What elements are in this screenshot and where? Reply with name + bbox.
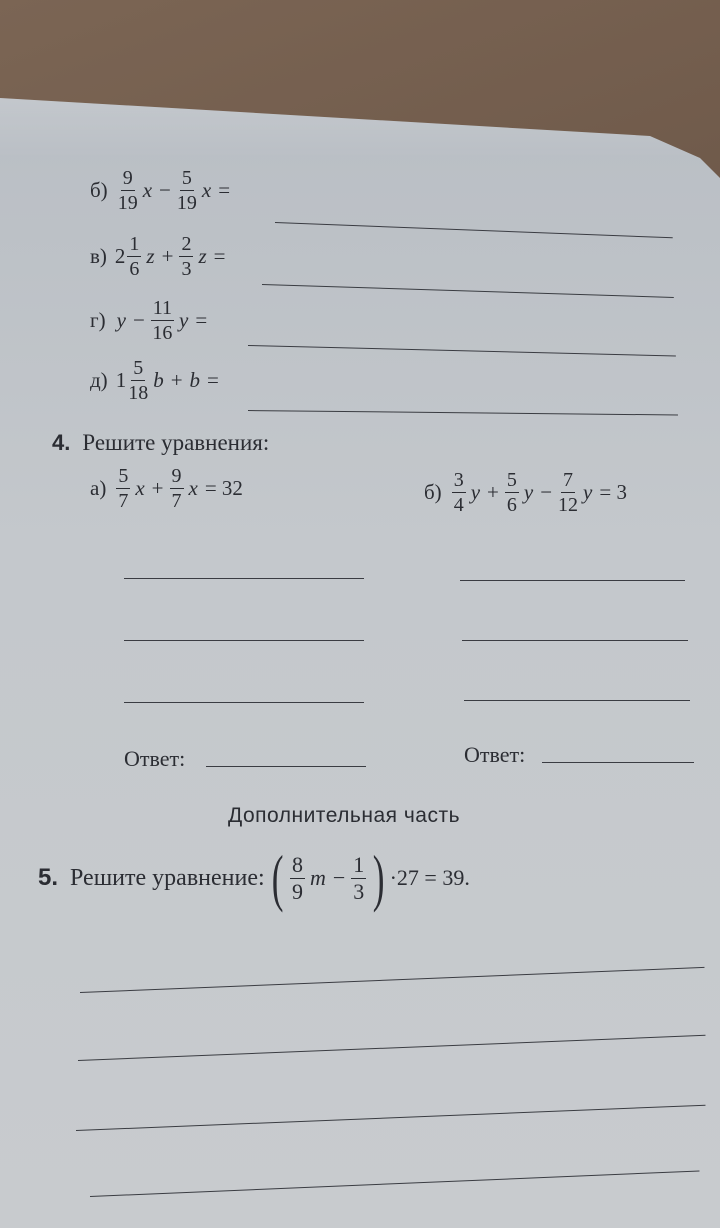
- variable: z: [146, 244, 155, 268]
- work-line-a[interactable]: [124, 640, 364, 641]
- variable: y: [470, 480, 481, 504]
- task3-item-g: [90, 298, 211, 343]
- task4-equation-b: [424, 470, 631, 515]
- task-heading: Решите уравнения:: [82, 430, 270, 455]
- item-label: г): [90, 308, 106, 332]
- item-label: д): [90, 368, 108, 392]
- left-paren: (: [271, 842, 284, 913]
- task3-item-b: [90, 168, 234, 213]
- fraction: $\frac{1}{6}$: [129, 233, 140, 280]
- work-line-b[interactable]: [460, 580, 685, 581]
- fraction: $\frac{9}{7}$: [171, 465, 182, 512]
- whole-part: 2: [114, 244, 126, 268]
- fraction: $\frac{7}{12}$: [558, 469, 579, 516]
- operator: +: [151, 476, 164, 500]
- fraction: $\frac{2}{3}$: [181, 233, 192, 280]
- equals-sign: =: [218, 178, 231, 202]
- operator: −: [132, 308, 145, 332]
- operator: −: [540, 480, 553, 504]
- fraction: $\frac{3}{4}$: [453, 469, 464, 516]
- task-heading: Решите уравнение:: [70, 864, 265, 891]
- task-number: 5.: [38, 864, 59, 891]
- task-number: 4.: [52, 430, 71, 455]
- equals-sign: =: [195, 308, 208, 332]
- answer-line-b[interactable]: [542, 762, 694, 763]
- variable: x: [135, 476, 145, 500]
- variable: y: [523, 480, 534, 504]
- variable: m: [309, 865, 326, 890]
- task3-item-v: [90, 234, 229, 279]
- variable: z: [198, 244, 207, 268]
- work-line-a[interactable]: [124, 702, 364, 703]
- task4-header: [52, 430, 269, 456]
- operator: +: [487, 480, 499, 504]
- variable: x: [201, 178, 212, 202]
- task4-equation-a: [90, 466, 247, 511]
- operator: +: [161, 244, 174, 268]
- fraction: $\frac{11}{16}$: [152, 297, 173, 344]
- answer-label: Ответ:: [464, 742, 526, 767]
- answer-label: Ответ:: [124, 746, 186, 771]
- fraction: $\frac{5}{19}$: [176, 167, 197, 214]
- fraction: $\frac{1}{3}$: [353, 851, 365, 904]
- variable: y: [583, 480, 593, 504]
- operator: +: [170, 368, 183, 392]
- answer-b: [464, 742, 525, 768]
- work-line-b[interactable]: [462, 640, 688, 641]
- answer-a: [124, 746, 185, 772]
- fraction: $\frac{5}{18}$: [128, 357, 149, 404]
- whole-part: 1: [115, 368, 127, 392]
- variable: y: [179, 308, 189, 332]
- variable: b: [153, 368, 164, 392]
- item-label: а): [90, 476, 107, 500]
- item-label: б): [424, 480, 442, 504]
- operator: −: [332, 865, 346, 890]
- right-hand-side: = 3: [599, 480, 627, 504]
- task3-item-d: [90, 358, 223, 403]
- fraction: $\frac{5}{7}$: [118, 465, 129, 512]
- work-line-a[interactable]: [124, 578, 364, 579]
- variable: x: [142, 178, 153, 202]
- variable: y: [116, 308, 126, 332]
- right-hand-side: = 32: [204, 476, 243, 500]
- fraction: $\frac{9}{19}$: [117, 167, 138, 214]
- fraction: $\frac{8}{9}$: [291, 851, 303, 904]
- section-title: Дополнительная часть: [228, 804, 461, 827]
- equation-tail: ·27 = 39.: [389, 865, 470, 890]
- variable: x: [188, 476, 198, 500]
- fraction: $\frac{5}{6}$: [506, 469, 517, 516]
- right-paren: ): [373, 842, 385, 913]
- equals-sign: =: [207, 368, 219, 392]
- item-label: в): [90, 244, 107, 268]
- variable: b: [189, 368, 201, 392]
- answer-line-a[interactable]: [206, 766, 366, 767]
- task5-header: [38, 842, 470, 913]
- item-label: б): [90, 178, 108, 202]
- work-line-b[interactable]: [464, 700, 690, 701]
- equals-sign: =: [213, 244, 226, 268]
- operator: −: [159, 178, 171, 202]
